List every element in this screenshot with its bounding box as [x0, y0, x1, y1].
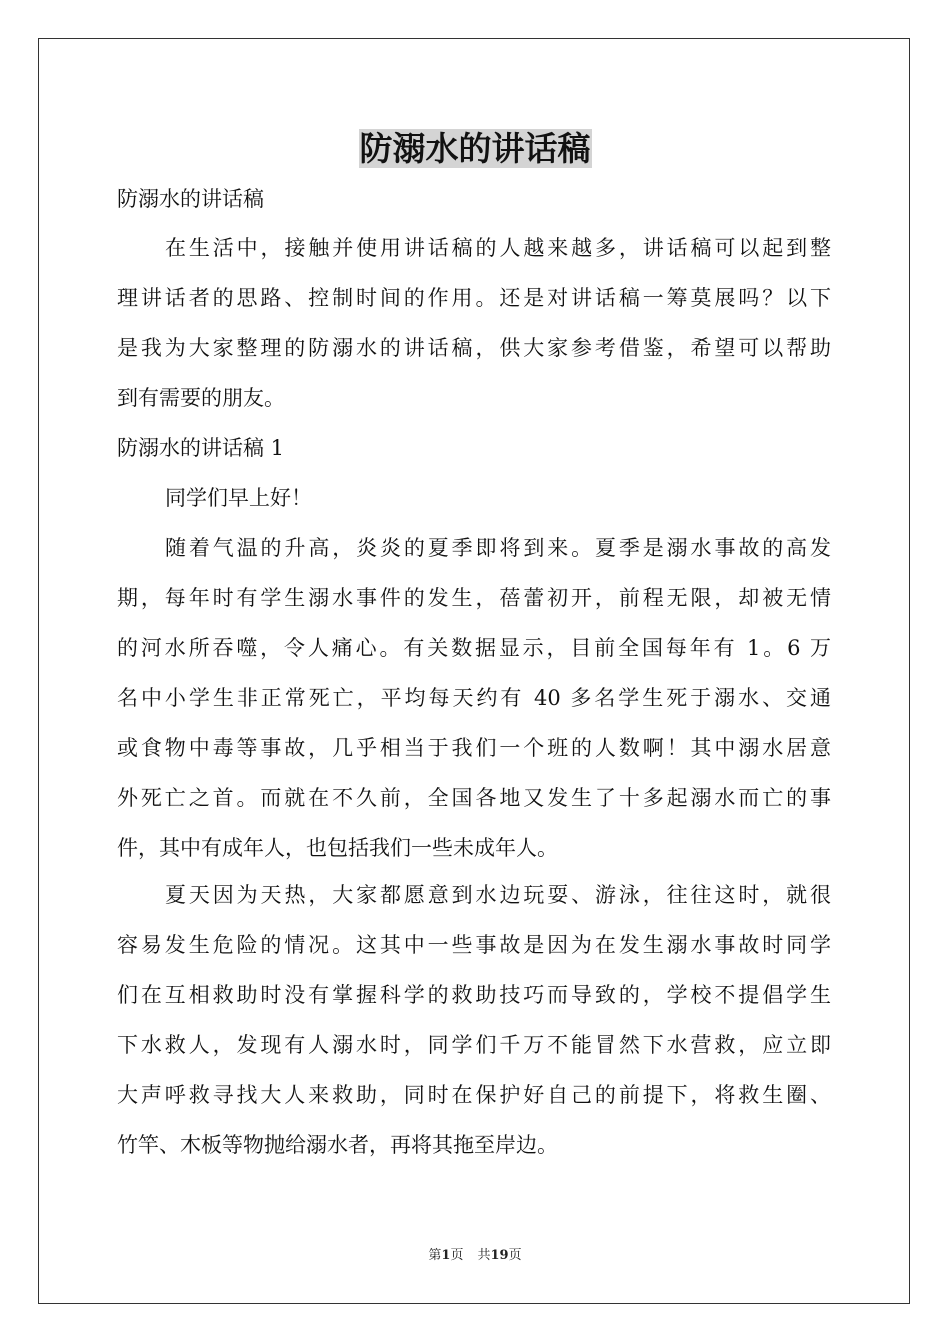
paragraph2-line: 大声呼救寻找大人来救助，同时在保护好自己的前提下，将救生圈、 [117, 1083, 831, 1107]
paragraph2-line: 下水救人，发现有人溺水时，同学们千万不能冒然下水营救，应立即 [117, 1033, 831, 1057]
paragraph2-line: 容易发生危险的情况。这其中一些事故是因为在发生溺水事故时同学 [117, 933, 831, 957]
paragraph2-line: 竹竿、木板等物抛给溺水者，再将其拖至岸边。 [117, 1133, 558, 1157]
document-subtitle: 防溺水的讲话稿 [117, 187, 264, 211]
greeting: 同学们早上好！ [165, 486, 312, 510]
page-frame [38, 38, 910, 1304]
page-prefix: 第 [428, 1248, 442, 1263]
paragraph2-line: 们在互相救助时没有掌握科学的救助技巧而导致的，学校不提倡学生 [117, 983, 831, 1007]
paragraph1-line: 随着气温的升高，炎炎的夏季即将到来。夏季是溺水事故的高发 [165, 536, 831, 560]
page-suffix: 页 [450, 1248, 464, 1263]
intro-line: 到有需要的朋友。 [117, 386, 285, 410]
total-suffix: 页 [508, 1248, 522, 1263]
paragraph1-line: 或食物中毒等事故，几乎相当于我们一个班的人数啊！其中溺水居意 [117, 736, 831, 760]
paragraph1-line: 的河水所吞噬，令人痛心。有关数据显示，目前全国每年有 1。6 万 [117, 636, 831, 660]
paragraph1-line: 期，每年时有学生溺水事件的发生，蓓蕾初开，前程无限，却被无情 [117, 586, 831, 610]
document-title-text: 防溺水的讲话稿 [359, 129, 591, 168]
paragraph1-line: 外死亡之首。而就在不久前，全国各地又发生了十多起溺水而亡的事 [117, 786, 831, 810]
page-number: 1 [441, 1248, 451, 1263]
intro-line: 是我为大家整理的防溺水的讲话稿，供大家参考借鉴，希望可以帮助 [117, 336, 831, 360]
section-heading: 防溺水的讲话稿 1 [117, 436, 285, 460]
paragraph1-line: 名中小学生非正常死亡，平均每天约有 40 多名学生死于溺水、交通 [117, 686, 831, 710]
intro-line: 理讲话者的思路、控制时间的作用。还是对讲话稿一筹莫展吗？以下 [117, 286, 831, 310]
paragraph2-line: 夏天因为天热，大家都愿意到水边玩耍、游泳，往往这时，就很 [165, 883, 831, 907]
document-title [0, 124, 950, 174]
page-footer [0, 1246, 950, 1266]
intro-line: 在生活中，接触并使用讲话稿的人越来越多，讲话稿可以起到整 [165, 236, 831, 260]
total-pages: 19 [490, 1248, 509, 1263]
total-prefix: 共 [477, 1248, 491, 1263]
paragraph1-line: 件，其中有成年人，也包括我们一些未成年人。 [117, 836, 558, 860]
